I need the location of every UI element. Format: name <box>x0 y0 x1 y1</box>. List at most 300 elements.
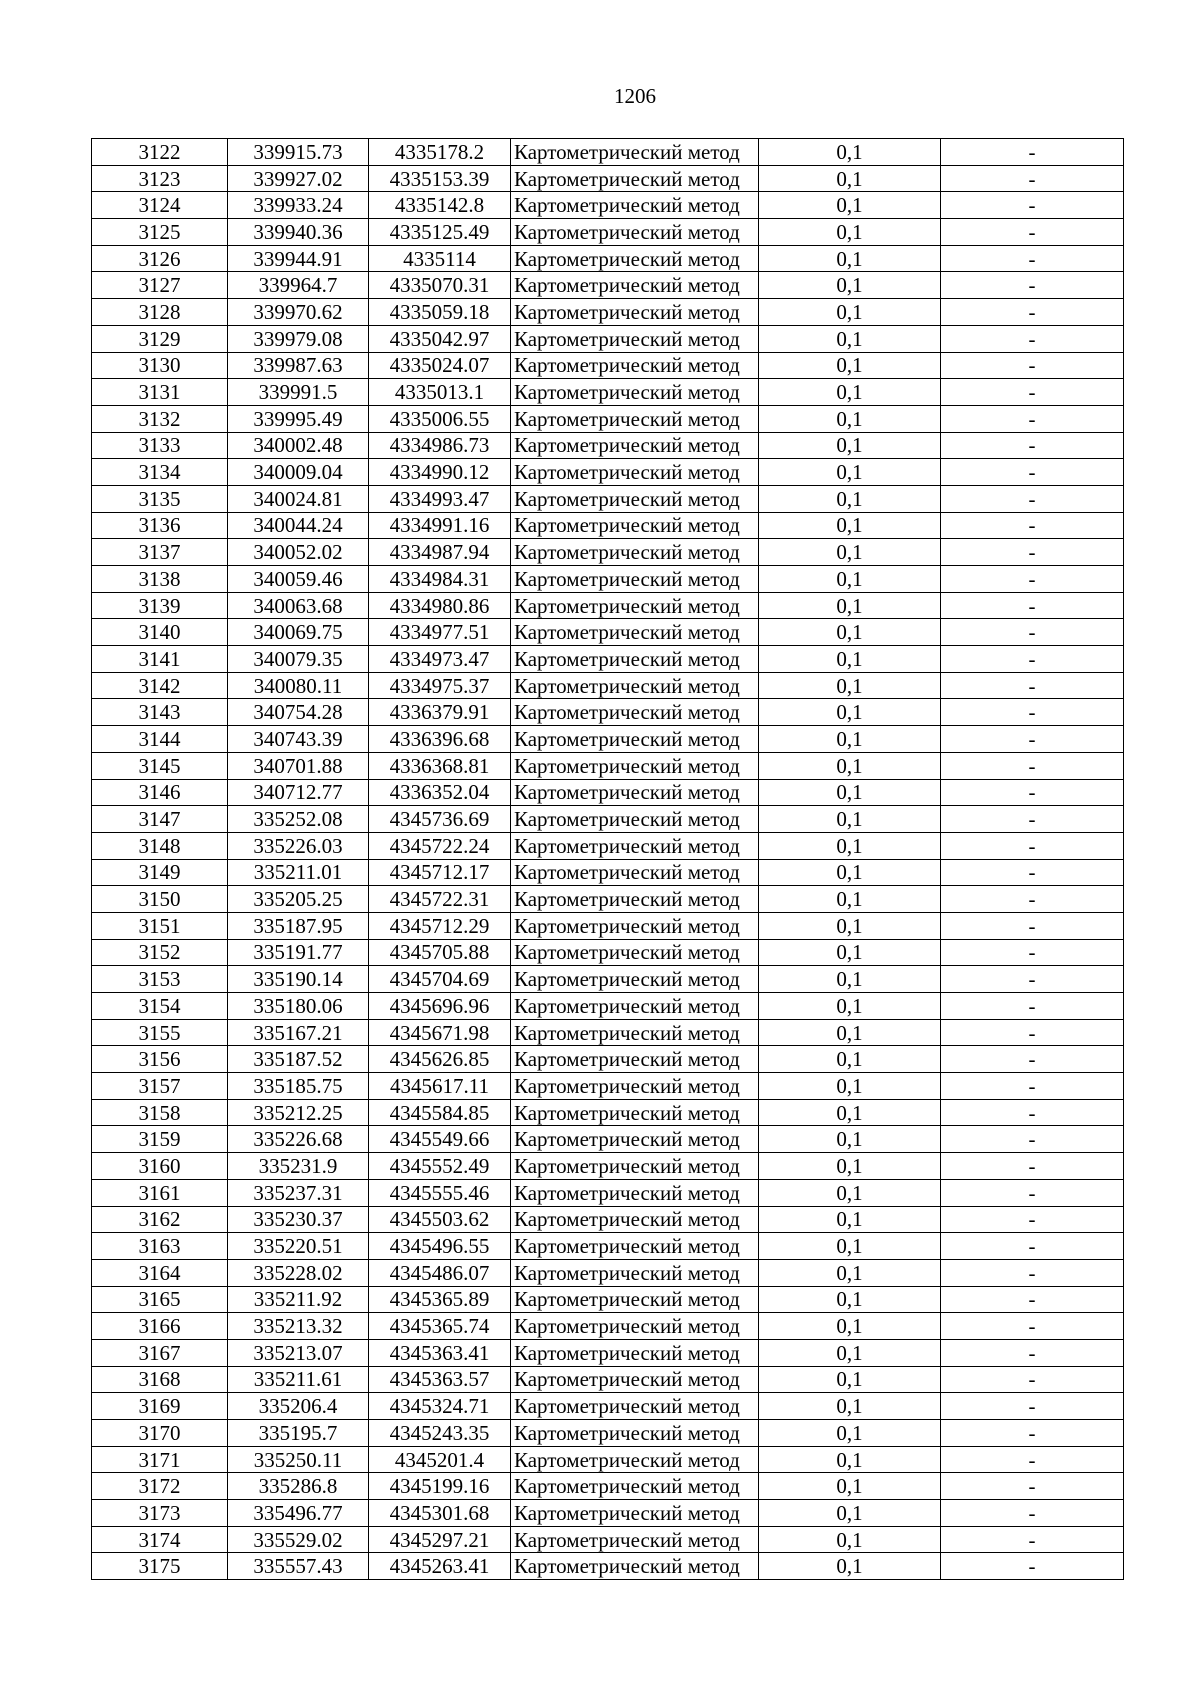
point-number-cell: 3153 <box>92 966 228 993</box>
y-coordinate-cell: 4335006.55 <box>369 405 511 432</box>
table-row <box>92 192 1124 219</box>
table-row <box>92 566 1124 593</box>
coordinates-table-body <box>92 139 1124 1580</box>
note-cell: - <box>941 1153 1124 1180</box>
x-coordinate-cell: 335211.01 <box>228 859 369 886</box>
method-cell: Картометрический метод <box>511 752 759 779</box>
x-coordinate-cell: 335557.43 <box>228 1553 369 1580</box>
point-number-cell: 3171 <box>92 1446 228 1473</box>
y-coordinate-cell: 4345496.55 <box>369 1233 511 1260</box>
accuracy-cell: 0,1 <box>759 539 941 566</box>
accuracy-cell: 0,1 <box>759 192 941 219</box>
x-coordinate-cell: 335228.02 <box>228 1259 369 1286</box>
note-cell: - <box>941 459 1124 486</box>
y-coordinate-cell: 4334987.94 <box>369 539 511 566</box>
method-cell: Картометрический метод <box>511 966 759 993</box>
point-number-cell: 3145 <box>92 752 228 779</box>
point-number-cell: 3159 <box>92 1126 228 1153</box>
x-coordinate-cell: 340754.28 <box>228 699 369 726</box>
accuracy-cell: 0,1 <box>759 566 941 593</box>
table-row <box>92 619 1124 646</box>
note-cell: - <box>941 1366 1124 1393</box>
point-number-cell: 3124 <box>92 192 228 219</box>
table-row <box>92 592 1124 619</box>
note-cell: - <box>941 1420 1124 1447</box>
table-row <box>92 245 1124 272</box>
method-cell: Картометрический метод <box>511 1153 759 1180</box>
x-coordinate-cell: 340044.24 <box>228 512 369 539</box>
accuracy-cell: 0,1 <box>759 886 941 913</box>
point-number-cell: 3136 <box>92 512 228 539</box>
table-row <box>92 1126 1124 1153</box>
accuracy-cell: 0,1 <box>759 779 941 806</box>
x-coordinate-cell: 340712.77 <box>228 779 369 806</box>
y-coordinate-cell: 4345301.68 <box>369 1500 511 1527</box>
note-cell: - <box>941 405 1124 432</box>
note-cell: - <box>941 646 1124 673</box>
y-coordinate-cell: 4336396.68 <box>369 726 511 753</box>
method-cell: Картометрический метод <box>511 1420 759 1447</box>
method-cell: Картометрический метод <box>511 1313 759 1340</box>
point-number-cell: 3173 <box>92 1500 228 1527</box>
table-row <box>92 1393 1124 1420</box>
accuracy-cell: 0,1 <box>759 379 941 406</box>
accuracy-cell: 0,1 <box>759 1206 941 1233</box>
method-cell: Картометрический метод <box>511 886 759 913</box>
x-coordinate-cell: 339987.63 <box>228 352 369 379</box>
accuracy-cell: 0,1 <box>759 1339 941 1366</box>
y-coordinate-cell: 4345365.74 <box>369 1313 511 1340</box>
note-cell: - <box>941 993 1124 1020</box>
y-coordinate-cell: 4345297.21 <box>369 1526 511 1553</box>
accuracy-cell: 0,1 <box>759 966 941 993</box>
x-coordinate-cell: 335191.77 <box>228 939 369 966</box>
table-row <box>92 272 1124 299</box>
note-cell: - <box>941 1286 1124 1313</box>
note-cell: - <box>941 485 1124 512</box>
point-number-cell: 3156 <box>92 1046 228 1073</box>
accuracy-cell: 0,1 <box>759 806 941 833</box>
x-coordinate-cell: 335213.07 <box>228 1339 369 1366</box>
point-number-cell: 3166 <box>92 1313 228 1340</box>
table-row <box>92 432 1124 459</box>
y-coordinate-cell: 4335142.8 <box>369 192 511 219</box>
accuracy-cell: 0,1 <box>759 352 941 379</box>
method-cell: Картометрический метод <box>511 485 759 512</box>
y-coordinate-cell: 4335114 <box>369 245 511 272</box>
accuracy-cell: 0,1 <box>759 272 941 299</box>
x-coordinate-cell: 335211.92 <box>228 1286 369 1313</box>
table-row <box>92 646 1124 673</box>
x-coordinate-cell: 340743.39 <box>228 726 369 753</box>
x-coordinate-cell: 340079.35 <box>228 646 369 673</box>
y-coordinate-cell: 4345722.24 <box>369 832 511 859</box>
table-row <box>92 993 1124 1020</box>
note-cell: - <box>941 1313 1124 1340</box>
note-cell: - <box>941 752 1124 779</box>
accuracy-cell: 0,1 <box>759 752 941 779</box>
y-coordinate-cell: 4345722.31 <box>369 886 511 913</box>
note-cell: - <box>941 1393 1124 1420</box>
note-cell: - <box>941 1179 1124 1206</box>
x-coordinate-cell: 335529.02 <box>228 1526 369 1553</box>
x-coordinate-cell: 339979.08 <box>228 325 369 352</box>
note-cell: - <box>941 966 1124 993</box>
accuracy-cell: 0,1 <box>759 912 941 939</box>
y-coordinate-cell: 4334984.31 <box>369 566 511 593</box>
y-coordinate-cell: 4335024.07 <box>369 352 511 379</box>
note-cell: - <box>941 1019 1124 1046</box>
point-number-cell: 3130 <box>92 352 228 379</box>
table-row <box>92 165 1124 192</box>
point-number-cell: 3149 <box>92 859 228 886</box>
method-cell: Картометрический метод <box>511 1179 759 1206</box>
method-cell: Картометрический метод <box>511 1046 759 1073</box>
y-coordinate-cell: 4345201.4 <box>369 1446 511 1473</box>
point-number-cell: 3125 <box>92 219 228 246</box>
method-cell: Картометрический метод <box>511 459 759 486</box>
x-coordinate-cell: 335231.9 <box>228 1153 369 1180</box>
y-coordinate-cell: 4345584.85 <box>369 1099 511 1126</box>
accuracy-cell: 0,1 <box>759 1153 941 1180</box>
y-coordinate-cell: 4345617.11 <box>369 1073 511 1100</box>
table-row <box>92 1420 1124 1447</box>
point-number-cell: 3147 <box>92 806 228 833</box>
method-cell: Картометрический метод <box>511 379 759 406</box>
accuracy-cell: 0,1 <box>759 1526 941 1553</box>
point-number-cell: 3169 <box>92 1393 228 1420</box>
note-cell: - <box>941 886 1124 913</box>
accuracy-cell: 0,1 <box>759 1366 941 1393</box>
table-row <box>92 752 1124 779</box>
accuracy-cell: 0,1 <box>759 485 941 512</box>
note-cell: - <box>941 539 1124 566</box>
y-coordinate-cell: 4345671.98 <box>369 1019 511 1046</box>
x-coordinate-cell: 335286.8 <box>228 1473 369 1500</box>
table-row <box>92 1046 1124 1073</box>
accuracy-cell: 0,1 <box>759 939 941 966</box>
point-number-cell: 3146 <box>92 779 228 806</box>
table-row <box>92 1500 1124 1527</box>
table-row <box>92 539 1124 566</box>
point-number-cell: 3122 <box>92 139 228 166</box>
point-number-cell: 3165 <box>92 1286 228 1313</box>
table-row <box>92 139 1124 166</box>
note-cell: - <box>941 1073 1124 1100</box>
table-row <box>92 1233 1124 1260</box>
point-number-cell: 3123 <box>92 165 228 192</box>
x-coordinate-cell: 339940.36 <box>228 219 369 246</box>
accuracy-cell: 0,1 <box>759 1420 941 1447</box>
point-number-cell: 3148 <box>92 832 228 859</box>
note-cell: - <box>941 432 1124 459</box>
note-cell: - <box>941 1046 1124 1073</box>
y-coordinate-cell: 4334980.86 <box>369 592 511 619</box>
method-cell: Картометрический метод <box>511 539 759 566</box>
note-cell: - <box>941 832 1124 859</box>
note-cell: - <box>941 672 1124 699</box>
accuracy-cell: 0,1 <box>759 1126 941 1153</box>
table-row <box>92 672 1124 699</box>
x-coordinate-cell: 335185.75 <box>228 1073 369 1100</box>
table-row <box>92 806 1124 833</box>
table-row <box>92 1446 1124 1473</box>
method-cell: Картометрический метод <box>511 299 759 326</box>
method-cell: Картометрический метод <box>511 1473 759 1500</box>
y-coordinate-cell: 4336352.04 <box>369 779 511 806</box>
point-number-cell: 3133 <box>92 432 228 459</box>
y-coordinate-cell: 4335070.31 <box>369 272 511 299</box>
y-coordinate-cell: 4345736.69 <box>369 806 511 833</box>
method-cell: Картометрический метод <box>511 139 759 166</box>
y-coordinate-cell: 4345324.71 <box>369 1393 511 1420</box>
y-coordinate-cell: 4345712.29 <box>369 912 511 939</box>
method-cell: Картометрический метод <box>511 993 759 1020</box>
y-coordinate-cell: 4336368.81 <box>369 752 511 779</box>
note-cell: - <box>941 219 1124 246</box>
method-cell: Картометрический метод <box>511 245 759 272</box>
x-coordinate-cell: 335230.37 <box>228 1206 369 1233</box>
y-coordinate-cell: 4345199.16 <box>369 1473 511 1500</box>
note-cell: - <box>941 1553 1124 1580</box>
accuracy-cell: 0,1 <box>759 1179 941 1206</box>
x-coordinate-cell: 335496.77 <box>228 1500 369 1527</box>
table-row <box>92 1073 1124 1100</box>
point-number-cell: 3152 <box>92 939 228 966</box>
accuracy-cell: 0,1 <box>759 859 941 886</box>
x-coordinate-cell: 340069.75 <box>228 619 369 646</box>
method-cell: Картометрический метод <box>511 592 759 619</box>
y-coordinate-cell: 4345696.96 <box>369 993 511 1020</box>
x-coordinate-cell: 339995.49 <box>228 405 369 432</box>
accuracy-cell: 0,1 <box>759 619 941 646</box>
method-cell: Картометрический метод <box>511 1446 759 1473</box>
accuracy-cell: 0,1 <box>759 672 941 699</box>
point-number-cell: 3172 <box>92 1473 228 1500</box>
x-coordinate-cell: 335180.06 <box>228 993 369 1020</box>
table-row <box>92 485 1124 512</box>
x-coordinate-cell: 335212.25 <box>228 1099 369 1126</box>
method-cell: Картометрический метод <box>511 1019 759 1046</box>
accuracy-cell: 0,1 <box>759 1099 941 1126</box>
note-cell: - <box>941 939 1124 966</box>
accuracy-cell: 0,1 <box>759 1233 941 1260</box>
y-coordinate-cell: 4345704.69 <box>369 966 511 993</box>
y-coordinate-cell: 4345555.46 <box>369 1179 511 1206</box>
x-coordinate-cell: 340701.88 <box>228 752 369 779</box>
point-number-cell: 3143 <box>92 699 228 726</box>
note-cell: - <box>941 245 1124 272</box>
table-row <box>92 325 1124 352</box>
method-cell: Картометрический метод <box>511 1259 759 1286</box>
accuracy-cell: 0,1 <box>759 646 941 673</box>
table-row <box>92 352 1124 379</box>
note-cell: - <box>941 1099 1124 1126</box>
x-coordinate-cell: 335220.51 <box>228 1233 369 1260</box>
y-coordinate-cell: 4335059.18 <box>369 299 511 326</box>
point-number-cell: 3131 <box>92 379 228 406</box>
x-coordinate-cell: 339970.62 <box>228 299 369 326</box>
note-cell: - <box>941 352 1124 379</box>
note-cell: - <box>941 699 1124 726</box>
accuracy-cell: 0,1 <box>759 165 941 192</box>
note-cell: - <box>941 272 1124 299</box>
x-coordinate-cell: 339991.5 <box>228 379 369 406</box>
y-coordinate-cell: 4345363.41 <box>369 1339 511 1366</box>
table-row <box>92 1526 1124 1553</box>
x-coordinate-cell: 339944.91 <box>228 245 369 272</box>
note-cell: - <box>941 779 1124 806</box>
point-number-cell: 3157 <box>92 1073 228 1100</box>
table-row <box>92 886 1124 913</box>
x-coordinate-cell: 335211.61 <box>228 1366 369 1393</box>
table-row <box>92 219 1124 246</box>
point-number-cell: 3128 <box>92 299 228 326</box>
table-row <box>92 1099 1124 1126</box>
accuracy-cell: 0,1 <box>759 1446 941 1473</box>
method-cell: Картометрический метод <box>511 219 759 246</box>
table-row <box>92 726 1124 753</box>
method-cell: Картометрический метод <box>511 1286 759 1313</box>
note-cell: - <box>941 1339 1124 1366</box>
method-cell: Картометрический метод <box>511 1553 759 1580</box>
point-number-cell: 3150 <box>92 886 228 913</box>
x-coordinate-cell: 335187.95 <box>228 912 369 939</box>
page-number: 1206 <box>614 84 656 108</box>
y-coordinate-cell: 4345486.07 <box>369 1259 511 1286</box>
x-coordinate-cell: 339915.73 <box>228 139 369 166</box>
note-cell: - <box>941 1126 1124 1153</box>
y-coordinate-cell: 4345549.66 <box>369 1126 511 1153</box>
note-cell: - <box>941 806 1124 833</box>
point-number-cell: 3158 <box>92 1099 228 1126</box>
table-row <box>92 939 1124 966</box>
point-number-cell: 3155 <box>92 1019 228 1046</box>
x-coordinate-cell: 340052.02 <box>228 539 369 566</box>
accuracy-cell: 0,1 <box>759 1046 941 1073</box>
x-coordinate-cell: 335250.11 <box>228 1446 369 1473</box>
point-number-cell: 3170 <box>92 1420 228 1447</box>
note-cell: - <box>941 726 1124 753</box>
note-cell: - <box>941 299 1124 326</box>
x-coordinate-cell: 339927.02 <box>228 165 369 192</box>
method-cell: Картометрический метод <box>511 512 759 539</box>
accuracy-cell: 0,1 <box>759 1073 941 1100</box>
method-cell: Картометрический метод <box>511 619 759 646</box>
table-row <box>92 779 1124 806</box>
point-number-cell: 3164 <box>92 1259 228 1286</box>
method-cell: Картометрический метод <box>511 272 759 299</box>
point-number-cell: 3126 <box>92 245 228 272</box>
point-number-cell: 3139 <box>92 592 228 619</box>
method-cell: Картометрический метод <box>511 912 759 939</box>
y-coordinate-cell: 4336379.91 <box>369 699 511 726</box>
table-row <box>92 1339 1124 1366</box>
point-number-cell: 3138 <box>92 566 228 593</box>
method-cell: Картометрический метод <box>511 646 759 673</box>
point-number-cell: 3134 <box>92 459 228 486</box>
note-cell: - <box>941 1259 1124 1286</box>
method-cell: Картометрический метод <box>511 1339 759 1366</box>
table-row <box>92 405 1124 432</box>
note-cell: - <box>941 592 1124 619</box>
method-cell: Картометрический метод <box>511 1233 759 1260</box>
note-cell: - <box>941 165 1124 192</box>
x-coordinate-cell: 335206.4 <box>228 1393 369 1420</box>
note-cell: - <box>941 1233 1124 1260</box>
note-cell: - <box>941 1473 1124 1500</box>
y-coordinate-cell: 4334973.47 <box>369 646 511 673</box>
method-cell: Картометрический метод <box>511 192 759 219</box>
point-number-cell: 3163 <box>92 1233 228 1260</box>
accuracy-cell: 0,1 <box>759 325 941 352</box>
y-coordinate-cell: 4345552.49 <box>369 1153 511 1180</box>
x-coordinate-cell: 335205.25 <box>228 886 369 913</box>
method-cell: Картометрический метод <box>511 859 759 886</box>
accuracy-cell: 0,1 <box>759 726 941 753</box>
accuracy-cell: 0,1 <box>759 1019 941 1046</box>
y-coordinate-cell: 4345263.41 <box>369 1553 511 1580</box>
point-number-cell: 3167 <box>92 1339 228 1366</box>
note-cell: - <box>941 619 1124 646</box>
point-number-cell: 3162 <box>92 1206 228 1233</box>
table-row <box>92 832 1124 859</box>
table-row <box>92 1206 1124 1233</box>
y-coordinate-cell: 4345363.57 <box>369 1366 511 1393</box>
point-number-cell: 3135 <box>92 485 228 512</box>
method-cell: Картометрический метод <box>511 832 759 859</box>
point-number-cell: 3160 <box>92 1153 228 1180</box>
method-cell: Картометрический метод <box>511 699 759 726</box>
accuracy-cell: 0,1 <box>759 1313 941 1340</box>
x-coordinate-cell: 335226.68 <box>228 1126 369 1153</box>
accuracy-cell: 0,1 <box>759 1259 941 1286</box>
method-cell: Картометрический метод <box>511 1073 759 1100</box>
accuracy-cell: 0,1 <box>759 245 941 272</box>
x-coordinate-cell: 335213.32 <box>228 1313 369 1340</box>
note-cell: - <box>941 379 1124 406</box>
x-coordinate-cell: 335167.21 <box>228 1019 369 1046</box>
y-coordinate-cell: 4345712.17 <box>369 859 511 886</box>
x-coordinate-cell: 335226.03 <box>228 832 369 859</box>
note-cell: - <box>941 1526 1124 1553</box>
table-row <box>92 379 1124 406</box>
method-cell: Картометрический метод <box>511 726 759 753</box>
x-coordinate-cell: 335190.14 <box>228 966 369 993</box>
y-coordinate-cell: 4345503.62 <box>369 1206 511 1233</box>
accuracy-cell: 0,1 <box>759 1286 941 1313</box>
note-cell: - <box>941 566 1124 593</box>
method-cell: Картометрический метод <box>511 672 759 699</box>
accuracy-cell: 0,1 <box>759 405 941 432</box>
y-coordinate-cell: 4335125.49 <box>369 219 511 246</box>
x-coordinate-cell: 340080.11 <box>228 672 369 699</box>
table-row <box>92 1259 1124 1286</box>
table-row <box>92 1473 1124 1500</box>
x-coordinate-cell: 335187.52 <box>228 1046 369 1073</box>
y-coordinate-cell: 4334993.47 <box>369 485 511 512</box>
y-coordinate-cell: 4345365.89 <box>369 1286 511 1313</box>
y-coordinate-cell: 4335013.1 <box>369 379 511 406</box>
x-coordinate-cell: 339933.24 <box>228 192 369 219</box>
method-cell: Картометрический метод <box>511 566 759 593</box>
y-coordinate-cell: 4335042.97 <box>369 325 511 352</box>
note-cell: - <box>941 139 1124 166</box>
y-coordinate-cell: 4334975.37 <box>369 672 511 699</box>
x-coordinate-cell: 335237.31 <box>228 1179 369 1206</box>
note-cell: - <box>941 192 1124 219</box>
note-cell: - <box>941 325 1124 352</box>
